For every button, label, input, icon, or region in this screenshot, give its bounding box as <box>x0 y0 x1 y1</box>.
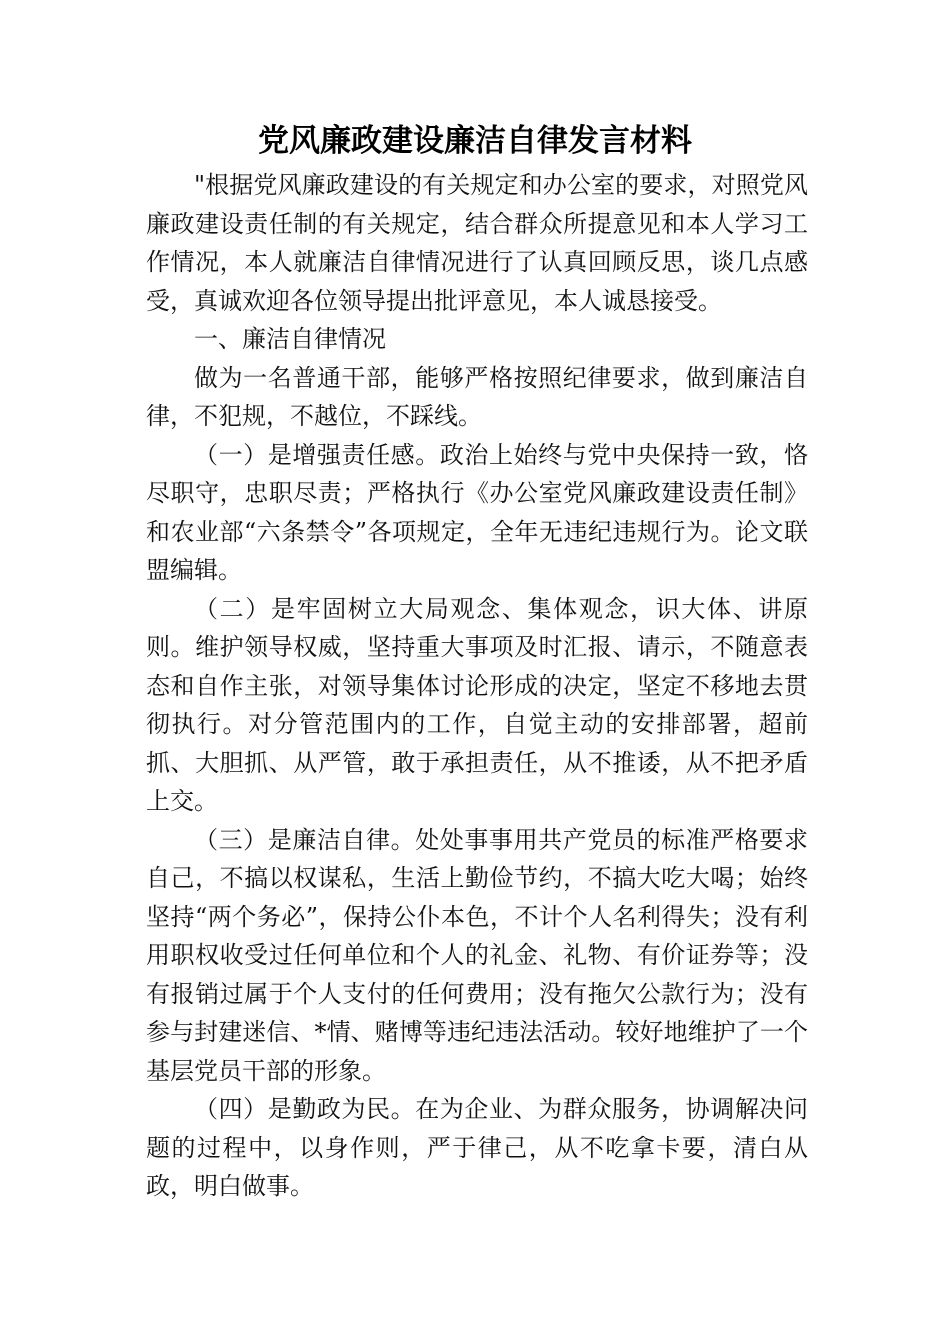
section-heading: 一、廉洁自律情况 <box>194 325 386 353</box>
document-body <box>146 166 808 1206</box>
document-title: 党风廉政建设廉洁自律发言材料 <box>258 123 692 159</box>
intro-paragraph: "根据党风廉政建设的有关规定和办公室的要求，对照党风廉政建设责任制的有关规定，结合群众所提意见和本人学习工作情况，本人就廉洁自律情况进行了认真回顾反思，谈几点感受，真诚欢迎各位领导提出批评意见，本人诚恳接受。 <box>146 171 808 315</box>
body-paragraph: 做为一名普通干部，能够严格按照纪律要求，做到廉洁自律，不犯规，不越位，不踩线。 <box>146 363 808 430</box>
body-paragraph: （四）是勤政为民。在为企业、为群众服务，协调解决问题的过程中，以身作则，严于律己，从不吃拿卡要，清白从政，明白做事。 <box>146 1095 808 1200</box>
body-paragraph: （三）是廉洁自律。处处事事用共产党员的标准严格要求自己，不搞以权谋私，生活上勤俭节约，不搞大吃大喝；始终坚持“两个务必”，保持公仆本色，不计个人名利得失；没有利用职权收受过任何单位和个人的礼金、礼物、有价证券等；没有报销过属于个人支付的任何费用；没有拖欠公款行为；没有参与封建迷信、*情、赌博等违纪违法活动。较好地维护了一个基层党员干部的形象。 <box>146 825 808 1085</box>
body-paragraph: （一）是增强责任感。政治上始终与党中央保持一致，恪尽职守，忠职尽责；严格执行《办公室党风廉政建设责任制》和农业部“六条禁令”各项规定，全年无违纪违规行为。论文联盟编辑。 <box>146 440 808 584</box>
body-paragraph: （二）是牢固树立大局观念、集体观念，识大体、讲原则。维护领导权威，坚持重大事项及时汇报、请示，不随意表态和自作主张，对领导集体讨论形成的决定，坚定不移地去贯彻执行。对分管范围内的工作，自觉主动的安排部署，超前抓、大胆抓、从严管，敢于承担责任，从不推诿，从不把矛盾上交。 <box>146 594 808 815</box>
